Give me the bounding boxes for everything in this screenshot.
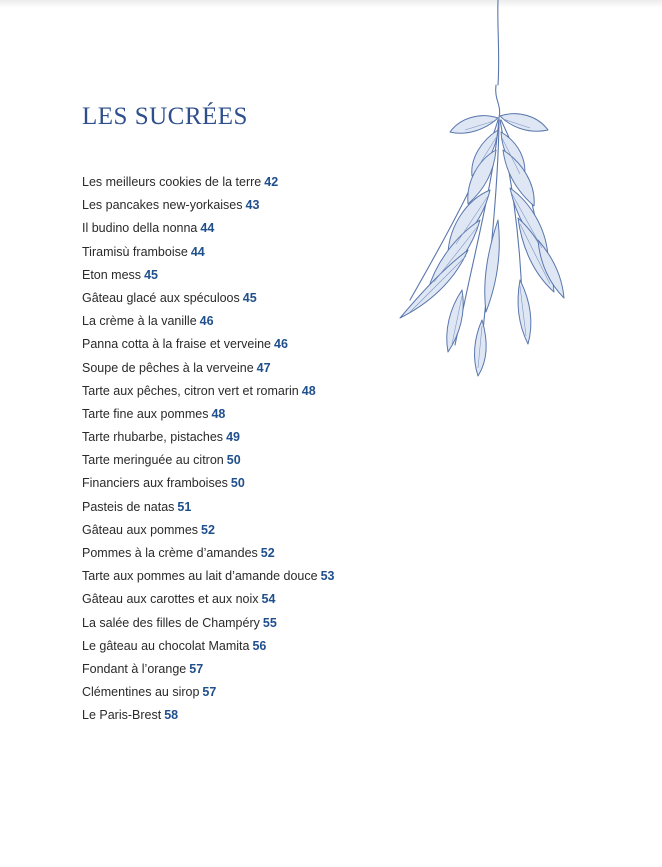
page-number: 58 (164, 708, 179, 723)
page-number: 50 (226, 453, 241, 468)
page-number: 44 (190, 244, 205, 259)
recipe-item[interactable] (82, 543, 334, 566)
page-number: 53 (320, 569, 335, 584)
page-number: 52 (201, 522, 215, 537)
recipe-item[interactable] (82, 427, 334, 450)
section-title: LES SUCRÉES (82, 103, 248, 130)
page-number: 47 (256, 360, 271, 375)
recipe-item[interactable] (82, 520, 334, 543)
recipe-item[interactable] (82, 705, 334, 728)
recipe-name: Panna cotta à la fraise et verveine (82, 337, 272, 352)
recipe-name: Tarte aux pêches, citron vert et romarin (82, 383, 299, 398)
page-number: 49 (226, 430, 240, 445)
recipe-name: Soupe de pêches à la verveine (82, 360, 254, 375)
recipe-item[interactable] (82, 497, 334, 520)
page-number: 45 (144, 267, 158, 282)
recipe-item[interactable] (82, 242, 334, 265)
recipe-item[interactable] (82, 682, 334, 705)
page-number: 42 (264, 175, 279, 189)
page-number: 55 (262, 615, 277, 630)
page-number: 45 (242, 290, 257, 305)
recipe-item[interactable] (82, 195, 334, 218)
recipe-item[interactable] (82, 288, 334, 311)
page-number: 48 (301, 383, 316, 398)
recipe-item[interactable] (82, 381, 334, 404)
recipe-item[interactable] (82, 311, 334, 334)
page-number: 44 (200, 221, 215, 236)
recipe-name: Tiramisù framboise (82, 244, 188, 259)
recipe-name: Pasteis de natas (82, 499, 175, 514)
page-number: 57 (189, 661, 204, 676)
page-number: 46 (199, 314, 214, 329)
page-number: 54 (261, 592, 276, 607)
hanging-herb-bundle-icon (370, 0, 600, 390)
page-number: 51 (177, 499, 192, 514)
recipe-name: Gâteau aux carottes et aux noix (82, 592, 259, 607)
recipe-name: Les pancakes new-yorkaises (82, 198, 243, 213)
recipe-name: Eton mess (82, 267, 142, 282)
recipe-item[interactable] (82, 334, 334, 357)
recipe-item[interactable] (82, 404, 334, 427)
recipe-name: Gâteau glacé aux spéculoos (82, 290, 240, 305)
page-number: 57 (202, 685, 217, 700)
page-number: 46 (274, 337, 288, 352)
recipe-name: Tarte meringuée au citron (82, 453, 224, 468)
page-number: 50 (230, 476, 245, 491)
recipe-name: La salée des filles de Champéry (82, 615, 260, 630)
recipe-item[interactable] (82, 218, 334, 241)
recipe-name: Gâteau aux pommes (82, 522, 199, 537)
page-number: 48 (211, 406, 226, 421)
recipe-name: Pommes à la crème d’amandes (82, 546, 258, 560)
recipe-item[interactable] (82, 636, 334, 659)
recipe-name: Fondant à l’orange (82, 661, 187, 676)
recipe-name: La crème à la vanille (82, 314, 197, 329)
recipe-name: Tarte fine aux pommes (82, 406, 209, 421)
recipe-name: Financiers aux framboises (82, 476, 228, 491)
page-number: 43 (245, 198, 260, 213)
recipe-name: Le gâteau au chocolat Mamita (82, 638, 250, 653)
recipe-name: Clémentines au sirop (82, 685, 200, 700)
recipe-name: Tarte aux pommes au lait d’amande douce (82, 569, 318, 584)
recipe-item[interactable] (82, 450, 334, 473)
recipe-name: Le Paris-Brest (82, 708, 162, 723)
recipe-item[interactable] (82, 172, 334, 195)
recipe-item[interactable] (82, 265, 334, 288)
recipe-item[interactable] (82, 659, 334, 682)
page-number: 52 (260, 546, 275, 560)
recipe-item[interactable] (82, 358, 334, 381)
page-number: 56 (252, 638, 267, 653)
recipe-name: Les meilleurs cookies de la terre (82, 175, 262, 189)
recipe-list (82, 172, 334, 729)
recipe-name: Tarte rhubarbe, pistaches (82, 430, 224, 445)
recipe-item[interactable] (82, 589, 334, 612)
recipe-name: Il budino della nonna (82, 221, 198, 236)
recipe-item[interactable] (82, 566, 334, 589)
recipe-item[interactable] (82, 473, 334, 496)
recipe-item[interactable] (82, 613, 334, 636)
